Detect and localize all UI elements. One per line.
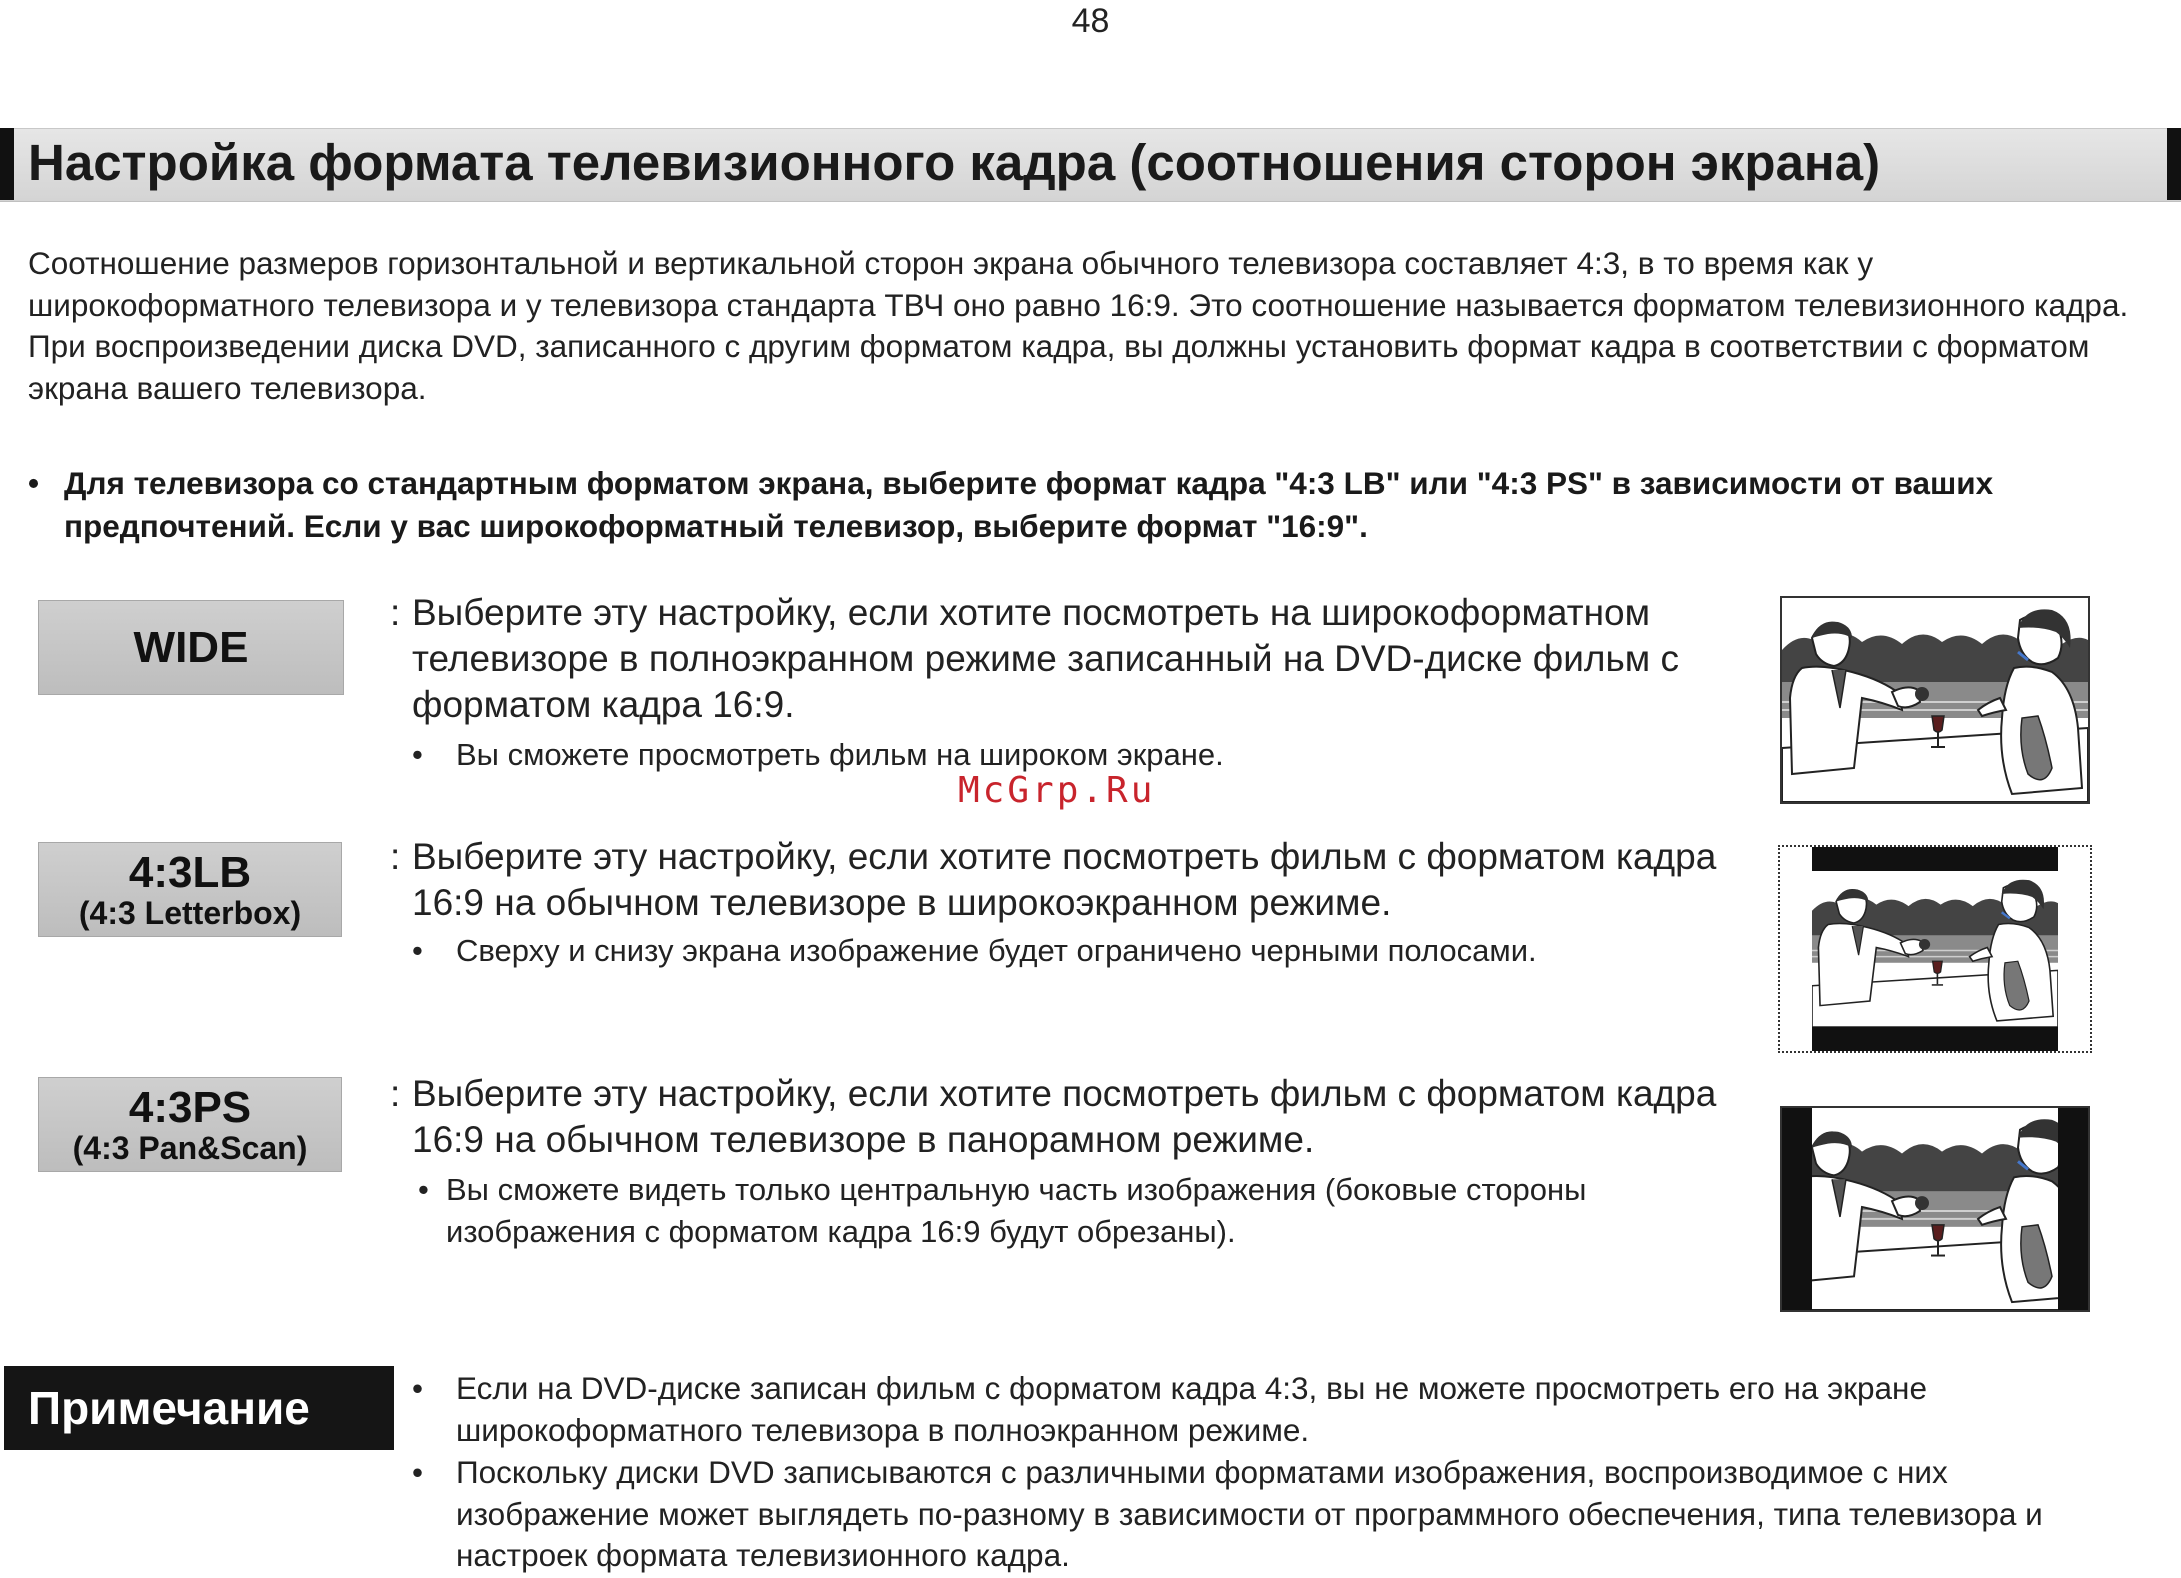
mode-box-wide bbox=[38, 600, 344, 695]
mode-description-panscan: : Выберите эту настройку, если хотите посмотреть фильм с форматом кадра 16:9 на обычном телевизоре в панорамном режиме. bbox=[390, 1071, 1740, 1163]
page-number: 48 bbox=[1071, 2, 1110, 40]
illustration-couple-letterbox bbox=[1778, 845, 2092, 1053]
mode-box-panscan bbox=[38, 1077, 342, 1172]
illustration-couple-panscan bbox=[1780, 1106, 2090, 1312]
mode-note-text: Вы сможете просмотреть фильм на широком экране. bbox=[456, 737, 1224, 772]
watermark: McGrp.Ru bbox=[958, 770, 1156, 811]
mode-description-text: Выберите эту настройку, если хотите посмотреть фильм с форматом кадра 16:9 на обычном телевизоре в широкоэкранном режиме. bbox=[412, 836, 1717, 923]
mode-label: 4:3PS bbox=[128, 1082, 252, 1132]
mode-label: WIDE bbox=[133, 622, 249, 672]
note-label-box: Примечание bbox=[4, 1366, 394, 1450]
note-item-text: Поскольку диски DVD записываются с различными форматами изображения, воспроизводимое с них изображение может выглядеть по-разному в зависимости от программного обеспечения, типа телевизора и настроек формата телевизионного кадра. bbox=[456, 1454, 2043, 1573]
title-accent-left bbox=[0, 128, 14, 200]
mode-note-text: Сверху и снизу экрана изображение будет ограничено черными полосами. bbox=[456, 933, 1537, 968]
mode-description-text: Выберите эту настройку, если хотите посмотреть на широкоформатном телевизоре в полноэкранном режиме записанный на DVD-диске фильм с форматом кадра 16:9. bbox=[412, 592, 1679, 725]
mode-label: 4:3LB bbox=[128, 847, 252, 897]
note-item: • Если на DVD-диске записан фильм с форматом кадра 4:3, вы не можете просмотреть его на экране широкоформатного телевизора в полноэкранном режиме. bbox=[412, 1368, 2142, 1451]
mode-note-letterbox: • Сверху и снизу экрана изображение будет ограничено черными полосами. bbox=[412, 930, 1752, 972]
note-item-text: Если на DVD-диске записан фильм с форматом кадра 4:3, вы не можете просмотреть его на экране широкоформатного телевизора в полноэкранном режиме. bbox=[456, 1370, 1927, 1448]
mode-description-letterbox: : Выберите эту настройку, если хотите посмотреть фильм с форматом кадра 16:9 на обычном телевизоре в широкоэкранном режиме. bbox=[390, 834, 1740, 926]
mode-note-panscan: • Вы сможете видеть только центральную часть изображения (боковые стороны изображения с форматом кадра 16:9 будут обрезаны). bbox=[418, 1169, 1638, 1253]
main-bullet-text: Для телевизора со стандартным форматом экрана, выберите формат кадра "4:3 LB" или "4:3 PS" в зависимости от ваших предпочтений. Если у вас широкоформатный телевизор, выберите формат "16:9". bbox=[64, 465, 1994, 544]
page-title: Настройка формата телевизионного кадра (соотношения сторон экрана) bbox=[28, 134, 1881, 191]
mode-note-wide: • Вы сможете просмотреть фильм на широком экране. bbox=[412, 734, 1752, 776]
mode-sublabel: (4:3 Pan&Scan) bbox=[72, 1129, 308, 1166]
mode-note-text: Вы сможете видеть только центральную часть изображения (боковые стороны изображения с форматом кадра 16:9 будут обрезаны). bbox=[446, 1172, 1587, 1249]
mode-box-letterbox bbox=[38, 842, 342, 937]
main-bullet bbox=[28, 462, 2158, 548]
mode-sublabel: (4:3 Letterbox) bbox=[78, 894, 302, 931]
mode-description-text: Выберите эту настройку, если хотите посмотреть фильм с форматом кадра 16:9 на обычном телевизоре в панорамном режиме. bbox=[412, 1073, 1717, 1160]
mode-description-wide: : Выберите эту настройку, если хотите посмотреть на широкоформатном телевизоре в полноэкранном режиме записанный на DVD-диске фильм с форматом кадра 16:9. bbox=[390, 590, 1740, 728]
note-item: • Поскольку диски DVD записываются с различными форматами изображения, воспроизводимое с них изображение может выглядеть по-разному в зависимости от программного обеспечения, типа телевизора и настроек формата телевизионного кадра. bbox=[412, 1452, 2142, 1577]
illustration-couple-wide bbox=[1780, 596, 2090, 804]
intro-paragraph: Соотношение размеров горизонтальной и вертикальной сторон экрана обычного телевизора составляет 4:3, в то время как у широкоформатного телевизора и у телевизора стандарта ТВЧ оно равно 16:9. Это соотношение называется форматом телевизионного кадра. При воспроизведении диска DVD, записанного с другим форматом кадра, вы должны установить формат кадра в соответствии с форматом экрана вашего телевизора. bbox=[28, 245, 2129, 406]
title-accent-right bbox=[2167, 128, 2181, 200]
bullet-dot: • bbox=[28, 465, 40, 501]
